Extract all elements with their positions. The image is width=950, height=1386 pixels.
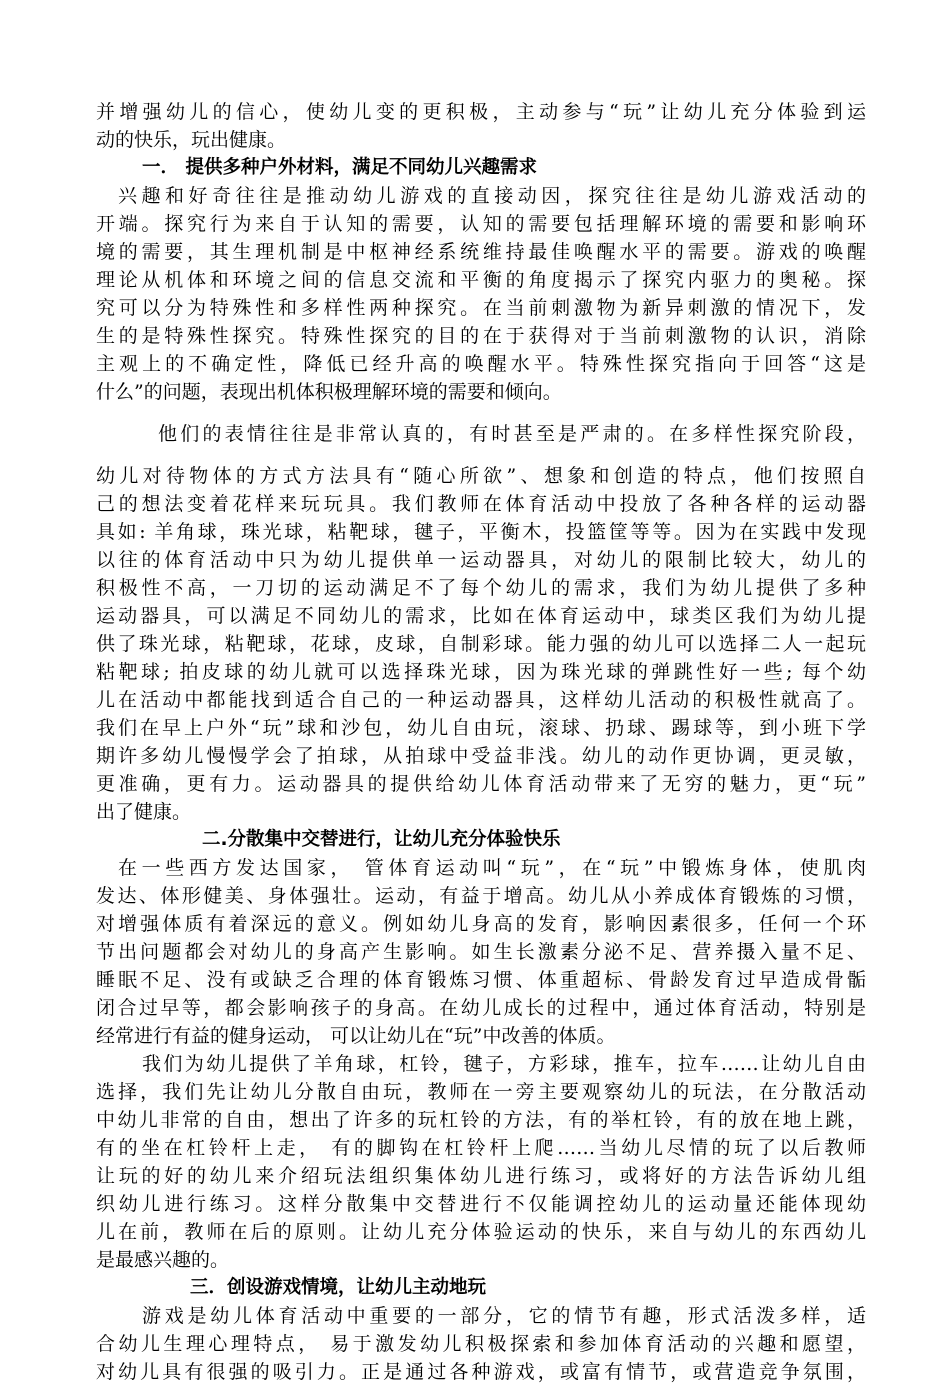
paragraph-line: 并增强幼儿的信心，使幼儿变的更积极，主动参与“玩”让幼儿充分体验到运 <box>96 101 866 123</box>
paragraph-line: 让玩的好的幼儿来介绍玩法组织集体幼儿进行练习，或将好的方法告诉幼儿组 <box>96 1165 866 1187</box>
paragraph-line: 动的快乐，玩出健康。 <box>96 129 287 151</box>
paragraph-line: 选择，我们先让幼儿分散自由玩，教师在一旁主要观察幼儿的玩法，在分散活动 <box>96 1081 866 1103</box>
paragraph-line: 以往的体育活动中只为幼儿提供单一运动器具，对幼儿的限制比较大，幼儿的 <box>96 549 866 571</box>
paragraph-line: 主观上的不确定性，降低已经升高的唤醒水平。特殊性探究指向于回答“这是 <box>96 353 866 375</box>
paragraph-line: 闭合过早等，都会影响孩子的身高。在幼儿成长的过程中，通过体育活动，特别是 <box>96 997 866 1019</box>
paragraph-line: 我们为幼儿提供了羊角球，杠铃，毽子，方彩球，推车，拉车……让幼儿自由 <box>142 1053 866 1075</box>
paragraph-line: 游戏是幼儿体育活动中重要的一部分，它的情节有趣，形式活泼多样，适 <box>142 1305 866 1327</box>
paragraph-line: 境的需要，其生理机制是中枢神经系统维持最佳唤醒水平的需要。游戏的唤醒 <box>96 241 866 263</box>
paragraph-line: 更准确，更有力。运动器具的提供给幼儿体育活动带来了无穷的魅力，更“玩” <box>96 773 866 795</box>
paragraph-line: 儿在活动中都能找到适合自己的一种运动器具，这样幼儿活动的积极性就高了。 <box>96 689 866 711</box>
paragraph-line: 己的想法变着花样来玩玩具。我们教师在体育活动中投放了各种各样的运动器 <box>96 493 866 515</box>
paragraph-line: 合幼儿生理心理特点， 易于激发幼儿积极探索和参加体育活动的兴趣和愿望， <box>96 1333 866 1355</box>
paragraph-line: 经常进行有益的健身运动， 可以让幼儿在“玩”中改善的体质。 <box>96 1025 616 1047</box>
paragraph-line: 织幼儿进行练习。这样分散集中交替进行不仅能调控幼儿的运动量还能体现幼 <box>96 1193 866 1215</box>
paragraph-line: 什么”的问题，表现出机体积极理解环境的需要和倾向。 <box>96 381 562 403</box>
paragraph-line: 具如: 羊角球，珠光球，粘靶球，毽子，平衡木，投篮筐等等。因为在实践中发现 <box>96 521 866 543</box>
paragraph-line: 他们的表情往往是非常认真的，有时甚至是严肃的。在多样性探究阶段， <box>158 423 866 445</box>
paragraph-line: 开端。探究行为来自于认知的需要，认知的需要包括理解环境的需要和影响环 <box>96 213 866 235</box>
paragraph-line: 兴趣和好奇往往是推动幼儿游戏的直接动因，探究往往是幼儿游戏活动的 <box>118 185 866 207</box>
paragraph-line: 理论从机体和环境之间的信息交流和平衡的角度揭示了探究内驱力的奥秘。探 <box>96 269 866 291</box>
section-heading: 三．创设游戏情境，让幼儿主动地玩 <box>190 1277 487 1298</box>
section-heading: 一． 提供多种户外材料，满足不同幼儿兴趣需求 <box>142 157 537 178</box>
paragraph-line: 生的是特殊性探究。特殊性探究的目的在于获得对于当前刺激物的认识，消除 <box>96 325 866 347</box>
paragraph-line: 供了珠光球，粘靶球，花球，皮球，自制彩球。能力强的幼儿可以选择二人一起玩 <box>96 633 866 655</box>
paragraph-line: 中幼儿非常的自由，想出了许多的玩杠铃的方法，有的举杠铃，有的放在地上跳， <box>96 1109 866 1131</box>
paragraph-line: 期许多幼儿慢慢学会了拍球，从拍球中受益非浅。幼儿的动作更协调，更灵敏， <box>96 745 866 767</box>
paragraph-line: 对增强体质有着深远的意义。例如幼儿身高的发育，影响因素很多，任何一个环 <box>96 913 866 935</box>
paragraph-line: 我们在早上户外“玩”球和沙包，幼儿自由玩，滚球、扔球、踢球等，到小班下学 <box>96 717 866 739</box>
paragraph-line: 运动器具，可以满足不同幼儿的需求，比如在体育运动中，球类区我们为幼儿提 <box>96 605 866 627</box>
paragraph-line: 出了健康。 <box>96 801 192 823</box>
paragraph-line: 儿在前，教师在后的原则。让幼儿充分体验运动的快乐，来自与幼儿的东西幼儿 <box>96 1221 866 1243</box>
paragraph-line: 发达、体形健美、身体强壮。运动，有益于增高。幼儿从小养成体育锻炼的习惯， <box>96 885 866 907</box>
section-heading: 二.分散集中交替进行，让幼儿充分体验快乐 <box>202 829 561 850</box>
paragraph-line: 在一些西方发达国家， 管体育运动叫“玩”，在“玩”中锻炼身体，使肌肉 <box>118 857 866 879</box>
document-page <box>96 98 866 1386</box>
paragraph-line: 积极性不高，一刀切的运动满足不了每个幼儿的需求，我们为幼儿提供了多种 <box>96 577 866 599</box>
paragraph-line: 节出问题都会对幼儿的身高产生影响。如生长激素分泌不足、营养摄入量不足、 <box>96 941 866 963</box>
paragraph-line: 睡眠不足、没有或缺乏合理的体育锻炼习惯、体重超标、骨龄发育过早造成骨骺 <box>96 969 866 991</box>
paragraph-line: 粘靶球; 拍皮球的幼儿就可以选择珠光球，因为珠光球的弹跳性好一些; 每个幼 <box>96 661 866 683</box>
paragraph-line: 有的坐在杠铃杆上走， 有的脚钩在杠铃杆上爬……当幼儿尽情的玩了以后教师 <box>96 1137 866 1159</box>
paragraph-line: 幼儿对待物体的方式方法具有“随心所欲”、想象和创造的特点，他们按照自 <box>96 465 866 487</box>
paragraph-line: 对幼儿具有很强的吸引力。正是通过各种游戏，或富有情节，或营造竞争氛围， <box>96 1361 866 1383</box>
paragraph-line: 是最感兴趣的。 <box>96 1249 230 1271</box>
paragraph-line: 究可以分为特殊性和多样性两种探究。在当前刺激物为新异刺激的情况下，发 <box>96 297 866 319</box>
